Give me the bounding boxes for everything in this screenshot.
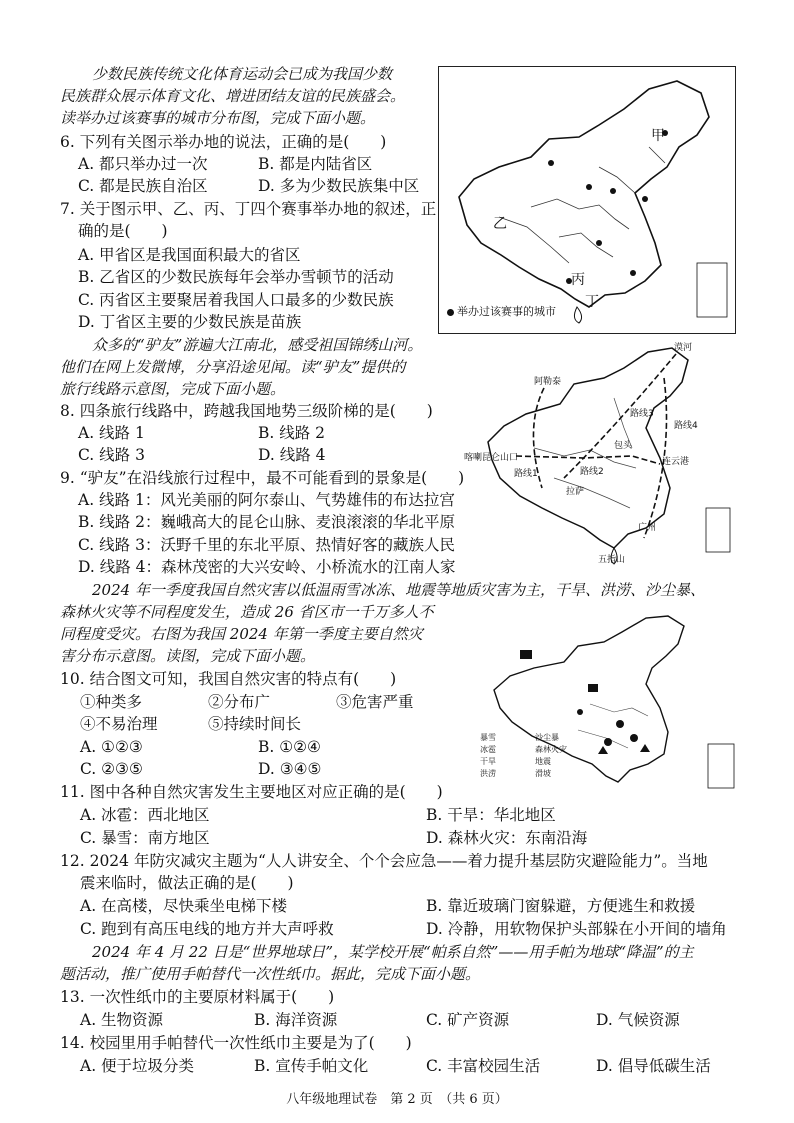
map-games-host-cities [438, 66, 736, 334]
map2-route-2: 路线2 [580, 467, 604, 477]
q12-option-a[interactable]: A. 在高楼，尽快乘坐电梯下楼 [80, 897, 288, 915]
q11-option-a[interactable]: A. 冰雹：西北地区 [80, 806, 210, 824]
legend-drought: 干旱 [480, 757, 496, 766]
q7-option-a[interactable]: A. 甲省区是我国面积最大的省区 [78, 246, 301, 264]
map2-label-kashgar: 喀喇昆仑山口 [464, 453, 519, 463]
q6-option-d[interactable]: D. 多为少数民族集中区 [258, 177, 420, 195]
q6-option-a[interactable]: A. 都只举办过一次 [78, 155, 208, 173]
intro2-line1: 众多的“驴友”游遍大江南北，感受祖国锦绣山河。 [92, 336, 423, 354]
q12-stem-line2: 震来临时，做法正确的是( ) [80, 874, 294, 892]
intro3-line3: 同程度受灾。右图为我国 2024 年第一季度主要自然灾 [60, 625, 423, 643]
q10-option-c[interactable]: C. ②③⑤ [80, 760, 143, 778]
map1-label-ding: 丁 [585, 294, 599, 310]
map1-label-jia: 甲 [651, 128, 665, 144]
q14-stem: 14. 校园里用手帕替代一次性纸巾主要是为了( ) [60, 1034, 412, 1052]
q11-option-b[interactable]: B. 干旱：华北地区 [426, 806, 556, 824]
q10-option-d[interactable]: D. ③④⑤ [258, 760, 322, 778]
q7-option-c[interactable]: C. 丙省区主要聚居着我国人口最多的少数民族 [78, 291, 394, 309]
map2-route-4: 路线4 [674, 421, 698, 431]
q13-option-c[interactable]: C. 矿产资源 [426, 1011, 510, 1029]
q9-option-d[interactable]: D. 线路 4：森林茂密的大兴安岭、小桥流水的江南人家 [78, 558, 456, 576]
q14-option-d[interactable]: D. 倡导低碳生活 [596, 1057, 711, 1075]
q9-option-b[interactable]: B. 线路 2：巍峨高大的昆仑山脉、麦浪滚滚的华北平原 [78, 513, 456, 531]
map2-label-mohe: 漠河 [674, 343, 693, 353]
q10-item-5: ⑤持续时间长 [208, 715, 302, 733]
q9-option-c[interactable]: C. 线路 3：沃野千里的东北平原、热情好客的藏族人民 [78, 536, 455, 554]
map-travel-routes [464, 338, 736, 570]
q10-stem: 10. 结合图文可知，我国自然灾害的特点有( ) [60, 670, 397, 688]
intro4-line2: 题活动，推广使用手帕替代一次性纸巾。据此，完成下面小题。 [60, 965, 481, 983]
q13-option-a[interactable]: A. 生物资源 [80, 1011, 164, 1029]
q9-option-a[interactable]: A. 线路 1：风光美丽的阿尔泰山、气势雄伟的布达拉宫 [78, 491, 455, 509]
q10-option-b[interactable]: B. ①②④ [258, 738, 321, 756]
intro1-line1: 少数民族传统文化体育运动会已成为我国少数 [92, 65, 393, 83]
q10-item-3: ③危害严重 [336, 693, 414, 711]
intro4-line1: 2024 年 4 月 22 日是“世界地球日”，某学校开展“帕系自然”——用手帕为地球“降温”的主 [92, 943, 694, 961]
map1-label-yi: 乙 [493, 216, 507, 232]
map2-route-1: 路线1 [514, 469, 538, 479]
q7-stem-line2: 确的是( ) [78, 222, 168, 240]
q6-option-b[interactable]: B. 都是内陆省区 [258, 155, 373, 173]
q11-stem: 11. 图中各种自然灾害发生主要地区对应正确的是( ) [60, 783, 443, 801]
page-footer: 八年级地理试卷 第 2 页 （共 6 页） [286, 1092, 508, 1107]
q10-item-4: ④不易治理 [80, 715, 158, 733]
map2-label-baotou: 包头 [614, 441, 633, 451]
q6-option-c[interactable]: C. 都是民族自治区 [78, 177, 208, 195]
map2-label-lianyungang: 连云港 [662, 457, 690, 467]
legend-hail: 冰雹 [480, 745, 496, 754]
q13-option-b[interactable]: B. 海洋资源 [254, 1011, 338, 1029]
legend-landslide: 滑坡 [535, 769, 551, 778]
q12-stem-line1: 12. 2024 年防灾减灾主题为“人人讲安全、个个会应急——着力提升基层防灾避险能力”。当地 [60, 852, 708, 870]
q14-option-a[interactable]: A. 便于垃圾分类 [80, 1057, 195, 1075]
legend-forest-fire: 森林火灾 [535, 745, 567, 754]
q6-stem: 6. 下列有关图示举办地的说法，正确的是( ) [60, 133, 387, 151]
q10-option-a[interactable]: A. ①②③ [80, 738, 143, 756]
q13-option-d[interactable]: D. 气候资源 [596, 1011, 680, 1029]
intro1-line3: 读举办过该赛事的城市分布图，完成下面小题。 [60, 109, 376, 127]
legend-earthquake: 地震 [535, 757, 551, 766]
intro2-line2: 他们在网上发微博，分享沿途见闻。读“驴友”提供的 [60, 358, 406, 376]
map2-route-3: 路线3 [630, 409, 654, 419]
intro3-line4: 害分布示意图。读图，完成下面小题。 [60, 647, 316, 665]
q10-item-2: ②分布广 [208, 693, 271, 711]
map-natural-disasters [480, 612, 740, 796]
q7-option-d[interactable]: D. 丁省区主要的少数民族是苗族 [78, 313, 302, 331]
intro3-line2: 森林火灾等不同程度发生，造成 26 省区市一千万多人不 [60, 603, 434, 621]
legend-sandstorm: 沙尘暴 [535, 733, 559, 742]
q9-stem: 9. “驴友”在沿线旅行过程中，最不可能看到的景象是( ) [60, 469, 465, 487]
q8-stem: 8. 四条旅行线路中，跨越我国地势三级阶梯的是( ) [60, 402, 433, 420]
map2-label-lasa: 拉萨 [566, 487, 585, 497]
map2-label-guangzhou: 广州 [638, 523, 657, 533]
q8-option-c[interactable]: C. 线路 3 [78, 446, 145, 464]
q14-option-b[interactable]: B. 宣传手帕文化 [254, 1057, 369, 1075]
q14-option-c[interactable]: C. 丰富校园生活 [426, 1057, 541, 1075]
intro3-line1: 2024 年一季度我国自然灾害以低温雨雪冰冻、地震等地质灾害为主，干旱、洪涝、沙尘暴、 [92, 581, 705, 599]
q8-option-b[interactable]: B. 线路 2 [258, 424, 326, 442]
q7-stem-line1: 7. 关于图示甲、乙、丙、丁四个赛事举办地的叙述，正 [60, 200, 437, 218]
q12-option-c[interactable]: C. 跑到有高压电线的地方并大声呼救 [80, 920, 334, 938]
legend-flood: 洪涝 [480, 769, 496, 778]
q11-option-c[interactable]: C. 暴雪：南方地区 [80, 829, 210, 847]
map2-label-wuzhishan: 五指山 [598, 555, 626, 565]
q10-item-1: ①种类多 [80, 693, 143, 711]
q11-option-d[interactable]: D. 森林火灾：东南沿海 [426, 829, 588, 847]
map2-label-altai: 阿勒泰 [534, 377, 562, 387]
q13-stem: 13. 一次性纸巾的主要原材料属于( ) [60, 988, 335, 1006]
q8-option-a[interactable]: A. 线路 1 [78, 424, 145, 442]
host-city-dot-icon [447, 309, 454, 316]
q7-option-b[interactable]: B. 乙省区的少数民族每年会举办雪顿节的活动 [78, 268, 394, 286]
legend-blizzard: 暴雪 [480, 733, 496, 742]
map3-legend [480, 732, 590, 780]
q12-option-b[interactable]: B. 靠近玻璃门窗躲避，方便逃生和救援 [426, 897, 696, 915]
intro2-line3: 旅行线路示意图，完成下面小题。 [60, 380, 286, 398]
map1-legend: 举办过该赛事的城市 [447, 303, 556, 319]
q12-option-d[interactable]: D. 冷静，用软物保护头部躲在小开间的墙角 [426, 920, 727, 938]
map1-label-bing: 丙 [571, 272, 585, 288]
intro1-line2: 民族群众展示体育文化、增进团结友谊的民族盛会。 [60, 87, 406, 105]
q8-option-d[interactable]: D. 线路 4 [258, 446, 326, 464]
